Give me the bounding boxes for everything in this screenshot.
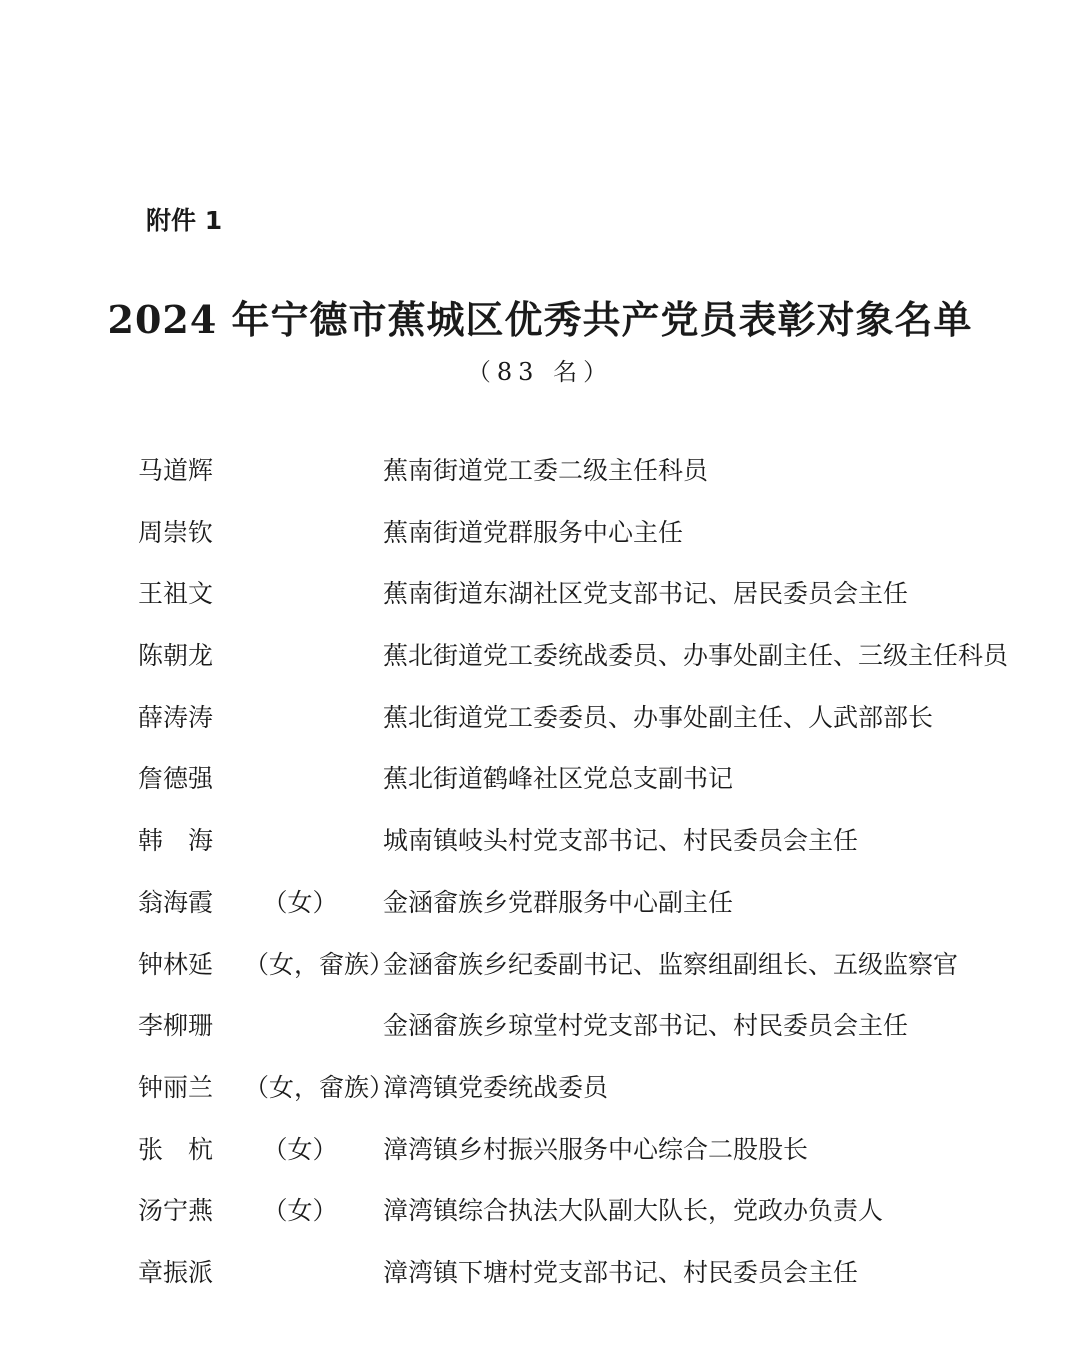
honoree-row — [0, 995, 1080, 1057]
honoree-name: 翁海霞 — [138, 887, 214, 917]
honoree-position: 蕉南街道东湖社区党支部书记、居民委员会主任 — [383, 579, 909, 609]
honoree-position: 金涵畲族乡琼堂村党支部书记、村民委员会主任 — [383, 1011, 909, 1041]
honoree-name: 钟林延 — [138, 949, 214, 979]
honoree-row — [0, 440, 1080, 502]
honoree-position: 漳湾镇乡村振兴服务中心综合二股股长 — [383, 1134, 809, 1164]
honoree-name: 汤宁燕 — [138, 1196, 214, 1226]
honoree-row — [0, 934, 1080, 996]
honoree-position: 漳湾镇下塘村党支部书记、村民委员会主任 — [383, 1257, 859, 1287]
honoree-position: 蕉北街道鹤峰社区党总支副书记 — [383, 764, 734, 794]
document-title: 2024 年宁德市蕉城区优秀共产党员表彰对象名单 — [107, 297, 973, 342]
honoree-row — [0, 1180, 1080, 1242]
attachment-label: 附件 1 — [146, 206, 223, 235]
honoree-position: 城南镇岐头村党支部书记、村民委员会主任 — [383, 826, 859, 856]
honoree-note: （女，畲族） — [244, 949, 395, 979]
honoree-name: 周崇钦 — [138, 517, 214, 547]
honoree-name: 章振派 — [138, 1257, 214, 1287]
honoree-name: 薛涛涛 — [138, 702, 214, 732]
honoree-name: 马道辉 — [138, 456, 214, 485]
honoree-row — [0, 563, 1080, 625]
honoree-row — [0, 687, 1080, 749]
honoree-note: （女，畲族） — [244, 1072, 395, 1102]
honoree-name: 张 杭 — [138, 1134, 214, 1164]
honoree-note: （女） — [262, 887, 338, 917]
honoree-name: 韩 海 — [138, 826, 214, 856]
honoree-row — [0, 810, 1080, 872]
honoree-name: 王祖文 — [138, 579, 214, 609]
honoree-position: 漳湾镇综合执法大队副大队长，党政办负责人 — [383, 1196, 884, 1226]
honoree-row — [0, 748, 1080, 810]
honoree-row — [0, 1119, 1080, 1181]
honoree-position: 蕉北街道党工委统战委员、办事处副主任、三级主任科员 — [383, 641, 1009, 671]
honoree-row — [0, 625, 1080, 687]
honoree-row — [0, 1057, 1080, 1119]
honoree-row — [0, 872, 1080, 934]
honoree-count: （83 名） — [466, 358, 614, 386]
honoree-position: 蕉南街道党群服务中心主任 — [383, 517, 684, 547]
honoree-name: 詹德强 — [138, 764, 214, 794]
honoree-row — [0, 1242, 1080, 1304]
honoree-position: 金涵畲族乡纪委副书记、监察组副组长、五级监察官 — [383, 949, 959, 979]
honoree-name: 钟丽兰 — [138, 1072, 214, 1102]
honoree-row — [0, 502, 1080, 564]
honoree-position: 蕉南街道党工委二级主任科员 — [383, 456, 709, 485]
honoree-position: 金涵畲族乡党群服务中心副主任 — [383, 887, 734, 917]
honoree-name: 李柳珊 — [138, 1011, 214, 1041]
honoree-position: 漳湾镇党委统战委员 — [383, 1072, 609, 1102]
honoree-name: 陈朝龙 — [138, 641, 214, 671]
honoree-note: （女） — [262, 1134, 338, 1164]
honoree-list — [0, 440, 1080, 1304]
honoree-note: （女） — [262, 1196, 338, 1226]
honoree-position: 蕉北街道党工委委员、办事处副主任、人武部部长 — [383, 702, 934, 732]
